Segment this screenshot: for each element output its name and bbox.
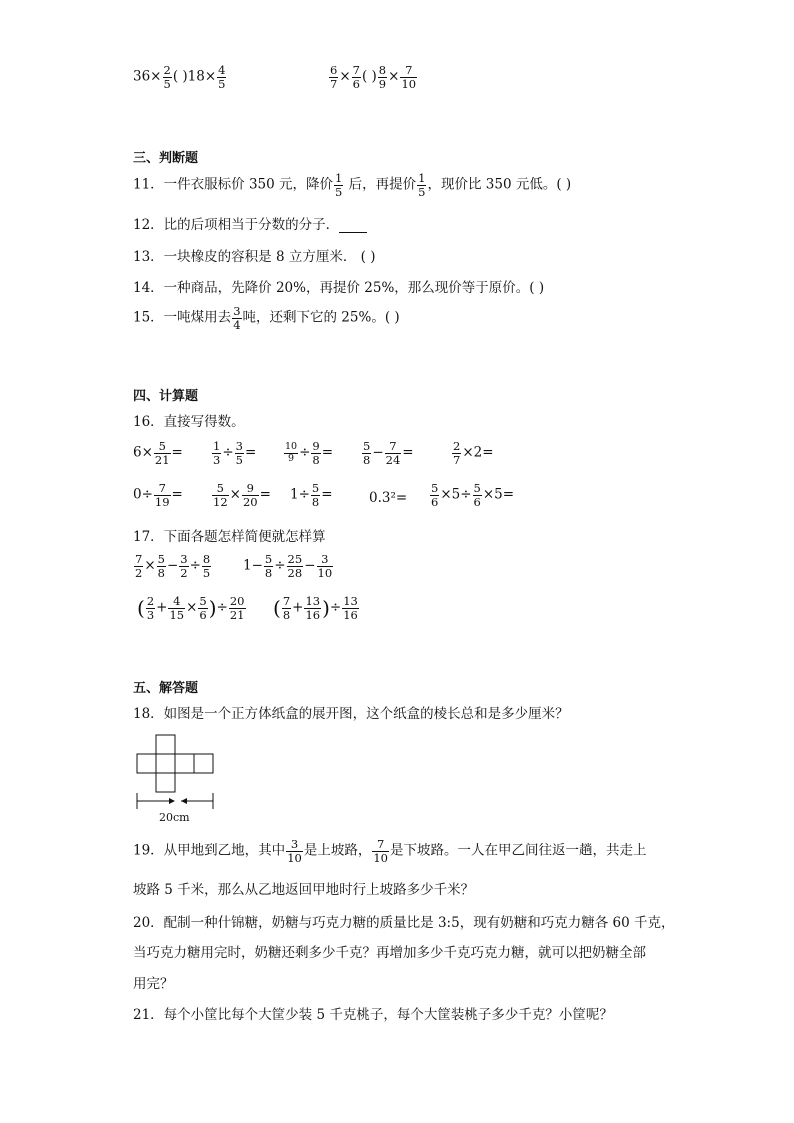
question-20-line-3: 用完？ [133, 976, 174, 992]
calc-expr: $\frac{2}{7}$ ×2= [453, 439, 494, 467]
fraction: $\frac{7}{10}$ [401, 63, 417, 91]
question-20-line-2: 当巧克力糖用完时，奶糖还剩多少千克？再增加多少千克巧克力糖，就可以把奶糖全部 [133, 945, 646, 961]
question-19-line-2: 坡路 5 千米，那么从乙地返回甲地时行上坡路多少千米？ [133, 882, 475, 898]
calc-expr: $\frac{5}{6}$ ×5÷ $\frac{5}{6}$ ×5= [431, 481, 515, 509]
question-21: 21．每个小筐比每个大筐少装 5 千克桃子，每个大筐装桃子多少千克？小筐呢？ [133, 1007, 613, 1023]
cube-net-figure [133, 733, 223, 825]
compare-expression-a [133, 64, 227, 90]
calc-expr: $\frac{10}{9}$ ÷ $\frac{9}{8}$ = [285, 439, 334, 467]
calc-expr: 1÷ $\frac{5}{8}$ = [290, 481, 333, 509]
fraction: $\frac{6}{7}$ [330, 63, 338, 91]
simplify-expr: 1− $\frac{5}{8}$ ÷ $\frac{25}{28}$ − $\frac{3}{10}$ [243, 552, 333, 580]
calc-expr: $\frac{5}{12}$ × $\frac{9}{20}$ = [213, 481, 271, 509]
fraction: $\frac{8}{9}$ [378, 63, 387, 91]
net-square [194, 754, 213, 773]
question-12: 12．比的后项相当于分数的分子． [133, 213, 367, 233]
calc-expr: 0÷ $\frac{7}{19}$ = [133, 481, 183, 509]
fraction: $\frac{7}{6}$ [352, 63, 360, 91]
question-16: 16．直接写得数。 [133, 414, 245, 430]
dimension-label: 20cm [159, 811, 190, 824]
question-15: 15．一吨煤用去 $\frac{3}{4}$ 吨，还剩下它的 25%。( ) [133, 304, 400, 332]
calc-expr: 0.3²= [369, 490, 408, 506]
simplify-expr: ( $\frac{2}{3}$ + $\frac{4}{15}$ × $\frac{5}{6}$ )÷ $\frac{20}{21}$ [137, 594, 245, 622]
net-square [156, 754, 175, 773]
section-3-title: 三、判断题 [133, 151, 199, 166]
net-square [156, 735, 175, 754]
answer-blank[interactable]: ( ) [172, 68, 188, 85]
compare-expression-b: $\frac{6}{7}$ × $\frac{7}{6}$ ( ) $\frac{8}{9}$ × $\frac{7}{10}$ [330, 63, 417, 91]
question-20-line-1: 20．配制一种什锦糖，奶糖与巧克力糖的质量比是 3:5，现有奶糖和巧克力糖各 60 千克， [133, 915, 675, 931]
simplify-expr: ( $\frac{7}{8}$ + $\frac{13}{16}$ )÷ $\frac{13}{16}$ [273, 594, 358, 622]
question-14: 14．一种商品，先降价 20%，再提价 25%，那么现价等于原价。( ) [133, 280, 545, 296]
calc-expr: $\frac{1}{3}$ ÷ $\frac{3}{5}$ = [213, 439, 257, 467]
fraction: $\frac{4}{5}$ [218, 63, 226, 91]
calc-expr: 6× $\frac{5}{21}$ = [133, 439, 183, 467]
net-square [156, 773, 175, 792]
answer-blank[interactable] [339, 220, 367, 233]
question-13: 13．一块橡皮的容积是 8 立方厘米． ( ) [133, 249, 376, 265]
question-17: 17．下面各题怎样简便就怎样算 [133, 529, 326, 545]
expr-text: 18× [187, 68, 217, 85]
net-square [137, 754, 156, 773]
arrowhead-right [169, 798, 175, 804]
answer-blank[interactable]: ( ) [361, 68, 377, 85]
question-18: 18．如图是一个正方体纸盒的展开图，这个纸盒的棱长总和是多少厘米？ [133, 706, 569, 722]
simplify-expr: $\frac{7}{2}$ × $\frac{5}{8}$ − $\frac{3}{2}$ ÷ $\frac{8}{5}$ [135, 552, 211, 580]
question-19-line-1: 19．从甲地到乙地，其中 $\frac{3}{10}$ 是上坡路， $\frac{7}{10}$ 是下坡路。一人在甲乙间往返一趟，共走上 [133, 837, 647, 865]
net-square [175, 754, 194, 773]
section-4-title: 四、计算题 [133, 389, 199, 404]
fraction: $\frac{2}{5}$ [163, 63, 171, 91]
section-5-title: 五、解答题 [133, 681, 199, 696]
expr-text: 36× [133, 68, 162, 85]
calc-expr: $\frac{5}{8}$ − $\frac{7}{24}$ = [363, 439, 414, 467]
arrowhead-left [181, 798, 187, 804]
question-11: 11．一件衣服标价 350 元，降价 $\frac{1}{5}$ 后，再提价 $\frac{1}{5}$ ，现价比 350 元低。( ) [133, 171, 572, 199]
